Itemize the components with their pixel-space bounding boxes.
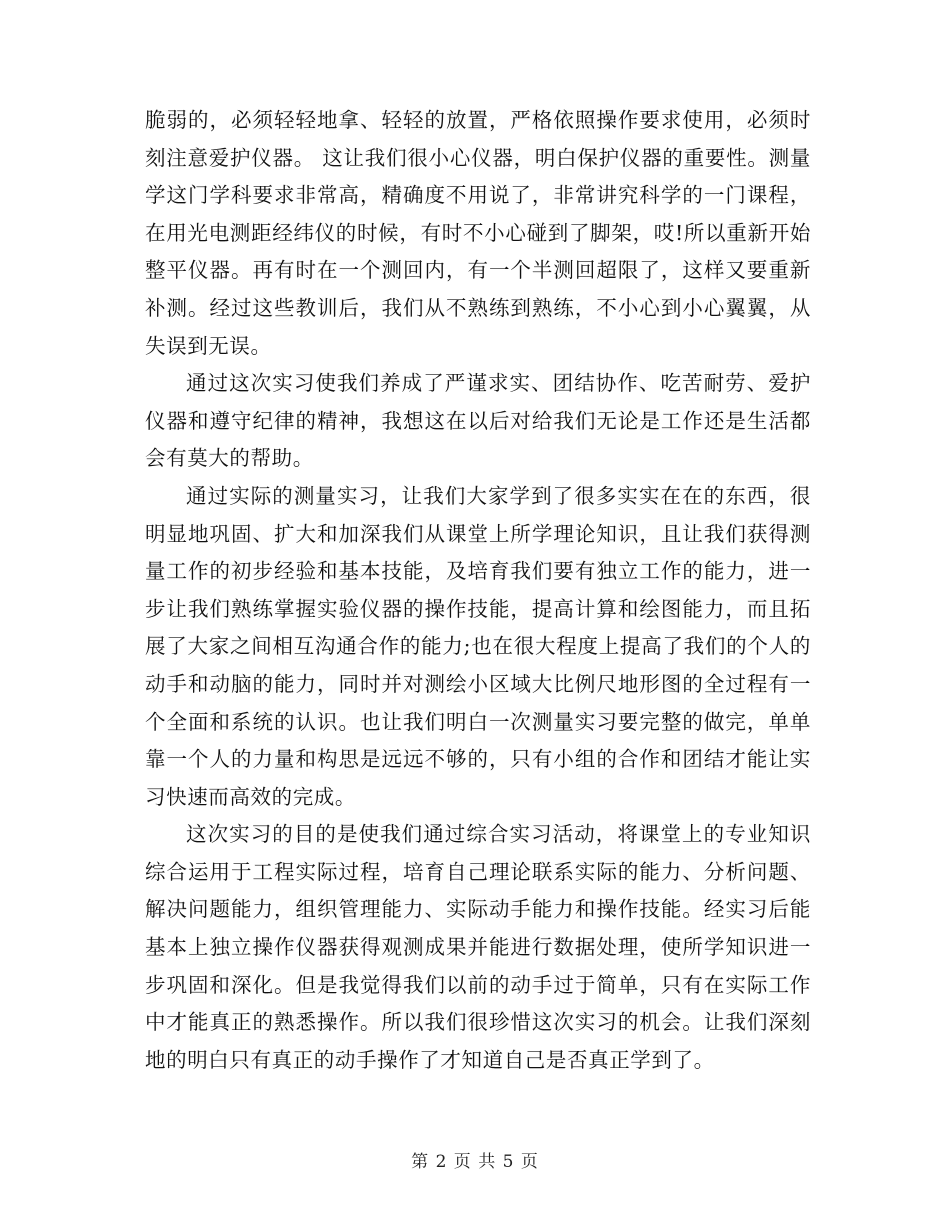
document-body — [145, 102, 811, 1079]
page-number-footer: 第 2 页 共 5 页 — [411, 1152, 539, 1172]
paragraph-1: 脆弱的，必须轻轻地拿、轻轻的放置，严格依照操作要求使用，必须时刻注意爱护仪器。 这让我们很小心仪器，明白保护仪器的重要性。测量学这门学科要求非常高，精确度不用说了，非常讲究科学的一门课程，在用光电测距经纬仪的时候，有时不小心碰到了脚架，哎!所以重新开始整平仪器。再有时在一个测回内，有一个半测回超限了，这样又要重新补测。经过这些教训后，我们从不熟练到熟练，不小心到小心翼翼，从失误到无误。 — [145, 108, 811, 358]
paragraph-3: 通过实际的测量实习，让我们大家学到了很多实实在在的东西，很明显地巩固、扩大和加深我们从课堂上所学理论知识，且让我们获得测量工作的初步经验和基本技能，及培育我们要有独立工作的能力，进一步让我们熟练掌握实验仪器的操作技能，提高计算和绘图能力，而且拓展了大家之间相互沟通合作的能力;也在很大程度上提高了我们的个人的动手和动脑的能力，同时并对测绘小区域大比例尺地形图的全过程有一个全面和系统的认识。也让我们明白一次测量实习要完整的做完，单单靠一个人的力量和构思是远远不够的，只有小组的合作和团结才能让实习快速而高效的完成。 — [145, 483, 811, 809]
paragraph-2: 通过这次实习使我们养成了严谨求实、团结协作、吃苦耐劳、爱护仪器和遵守纪律的精神，我想这在以后对给我们无论是工作还是生活都会有莫大的帮助。 — [145, 371, 811, 471]
paragraph-4: 这次实习的目的是使我们通过综合实习活动，将课堂上的专业知识综合运用于工程实际过程，培育自己理论联系实际的能力、分析问题、解决问题能力，组织管理能力、实际动手能力和操作技能。经实习后能基本上独立操作仪器获得观测成果并能进行数据处理，使所学知识进一步巩固和深化。但是我觉得我们以前的动手过于简单，只有在实际工作中才能真正的熟悉操作。所以我们很珍惜这次实习的机会。让我们深刻地的明白只有真正的动手操作了才知道自己是否真正学到了。 — [145, 822, 811, 1072]
